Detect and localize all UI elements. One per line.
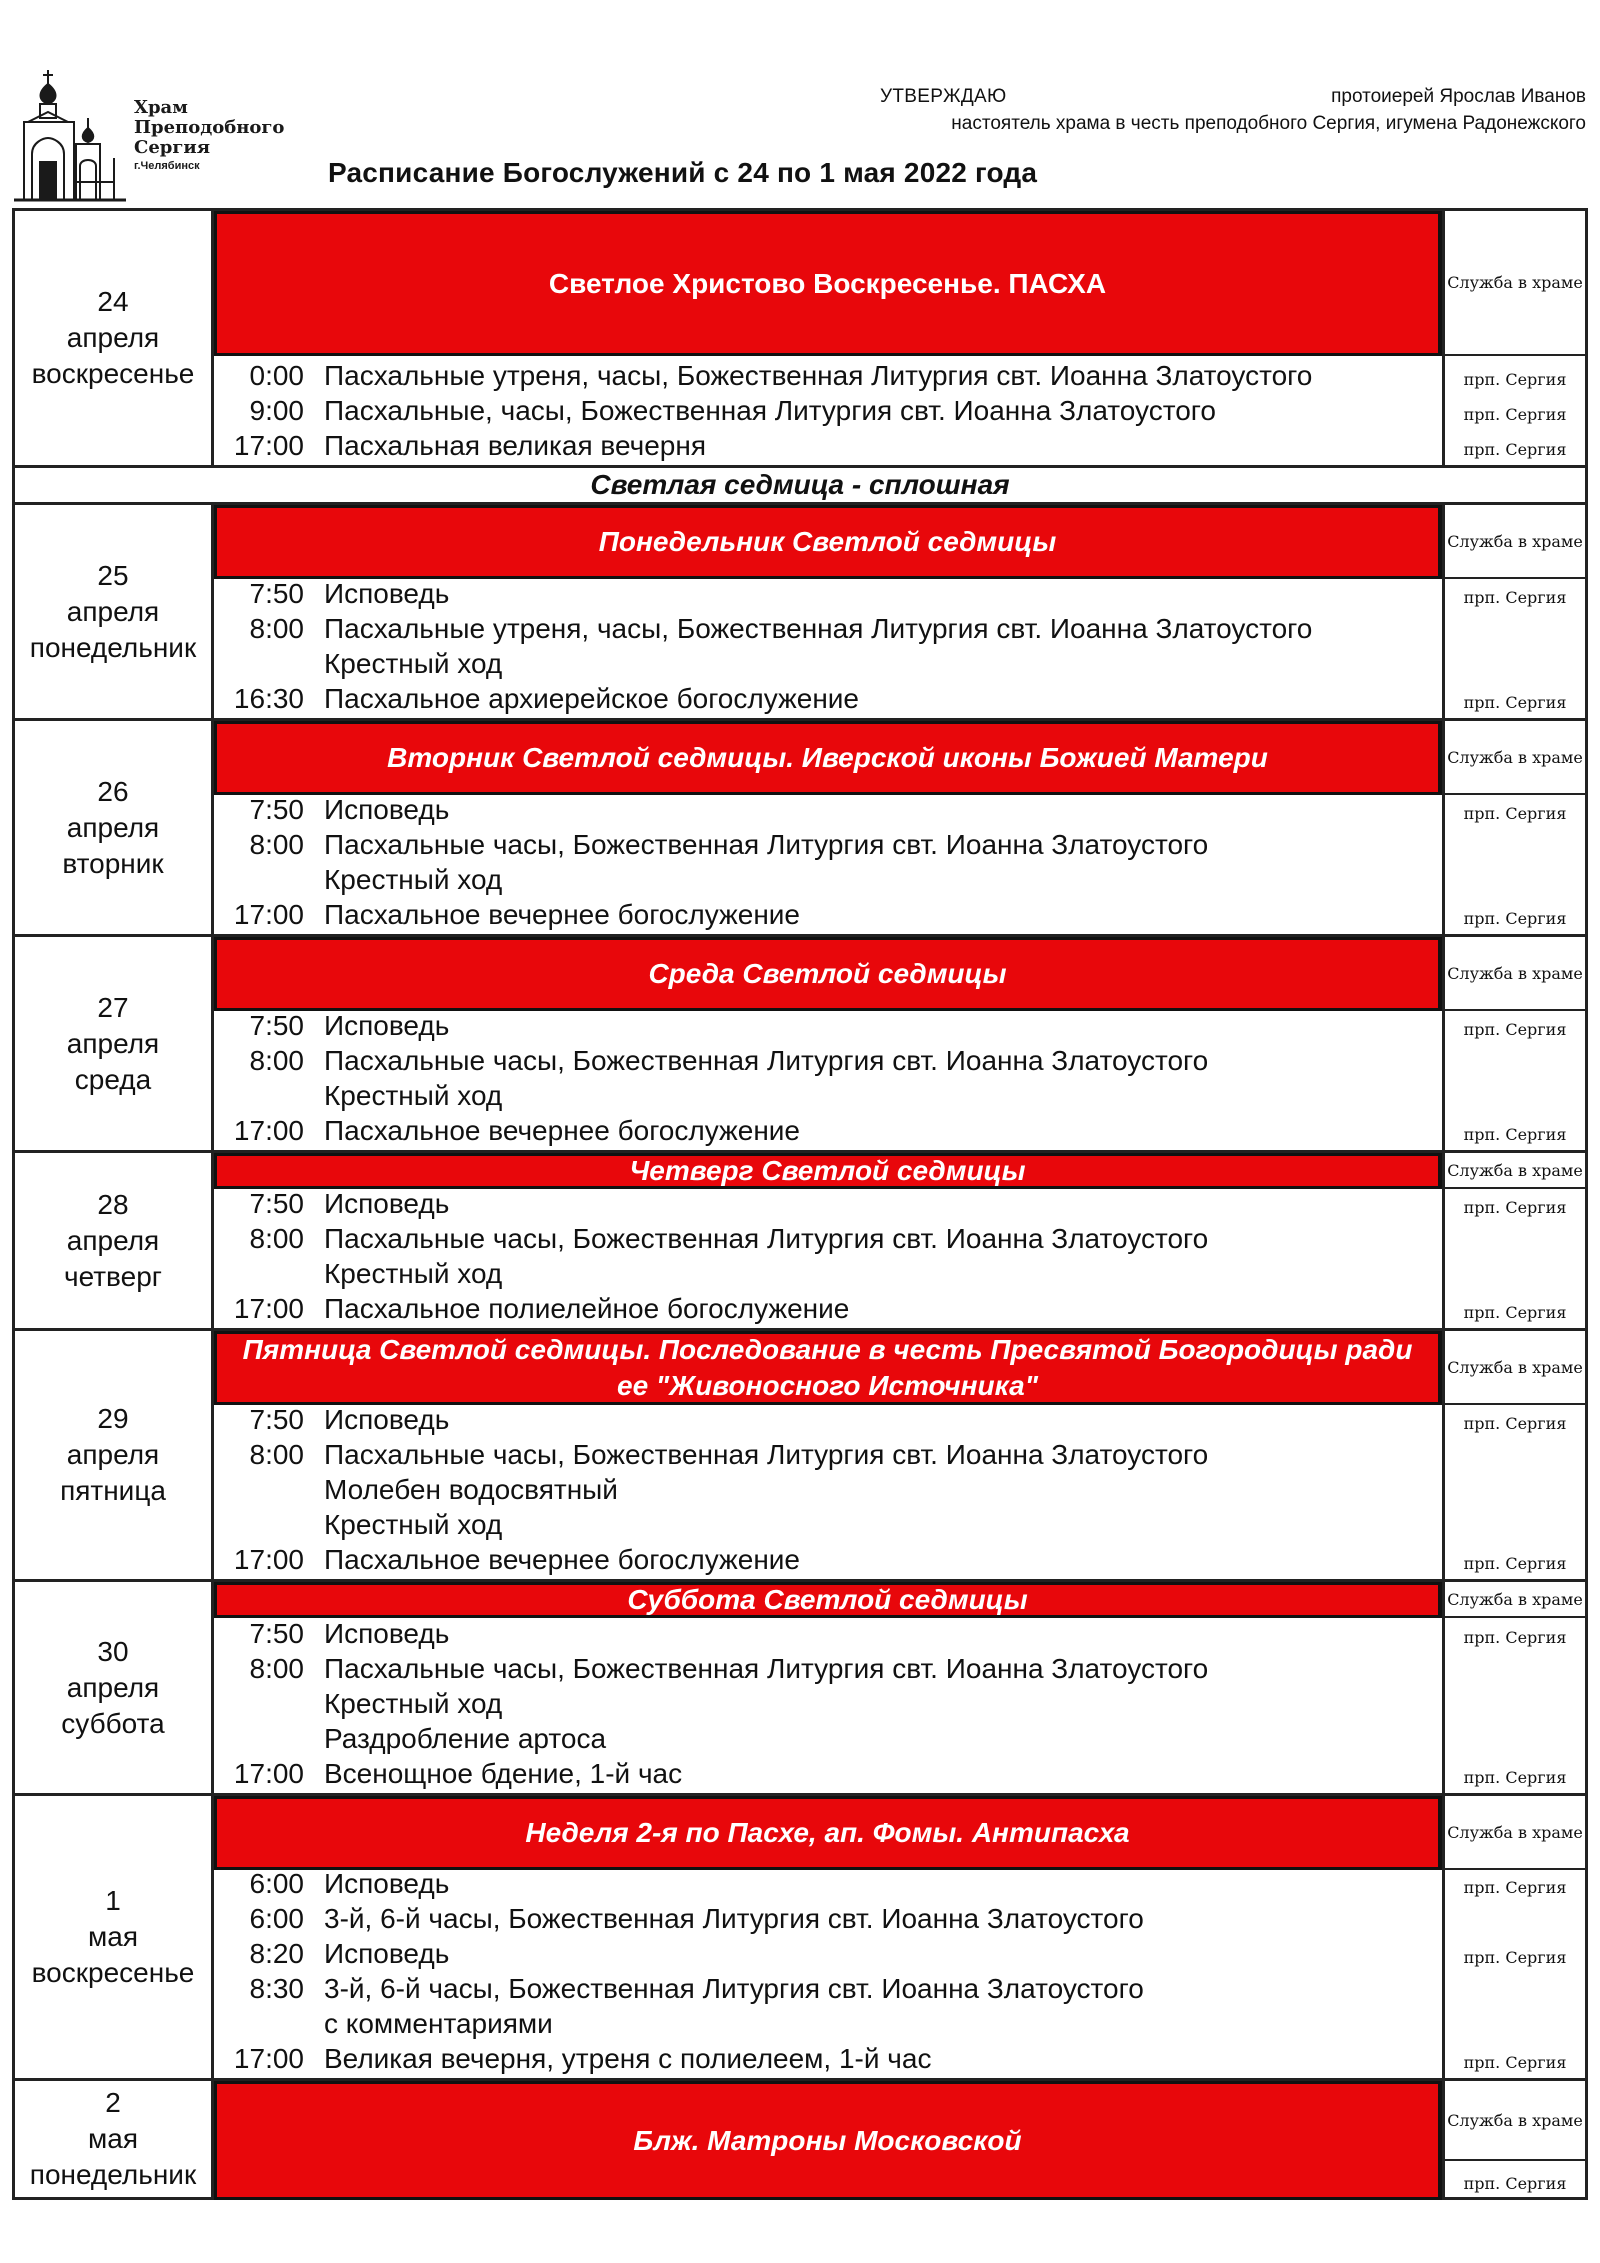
day-main bbox=[214, 1331, 1442, 1579]
service-description: Исповедь bbox=[324, 1188, 450, 1219]
service-time: 7:50 bbox=[249, 1404, 304, 1435]
service-time bbox=[214, 1507, 324, 1542]
page-title: Расписание Богослужений с 24 по 1 мая 2022 года bbox=[328, 157, 1038, 188]
service-description: 3-й, 6-й часы, Божественная Литургия свт. Иоанна Златоустого bbox=[324, 1973, 1144, 2004]
church-icon bbox=[14, 62, 134, 202]
service-description: Исповедь bbox=[324, 1404, 450, 1435]
feast-title: Понедельник Светлой седмицы bbox=[598, 526, 1057, 557]
service-time: 17:00 bbox=[233, 2043, 304, 2074]
day-number: 27 bbox=[97, 991, 129, 1023]
service-time: 7:50 bbox=[249, 578, 304, 609]
temple-column bbox=[1442, 937, 1585, 1150]
day-block bbox=[12, 1150, 1588, 1328]
service-time: 6:00 bbox=[249, 1868, 304, 1899]
temple-column bbox=[1442, 211, 1585, 465]
service-time: 8:00 bbox=[249, 829, 304, 860]
temple-name-label: прп. Сергия bbox=[1463, 588, 1567, 607]
service-description: Исповедь bbox=[324, 578, 450, 609]
day-main bbox=[214, 937, 1442, 1150]
service-row bbox=[214, 1971, 1442, 2006]
service-description: Исповедь bbox=[324, 1938, 450, 1969]
service-row bbox=[214, 1901, 1442, 1936]
feast-title: Блж. Матроны Московской bbox=[633, 2124, 1022, 2156]
service-row bbox=[214, 1866, 1442, 1901]
service-description: Пасхальное вечернее богослужение bbox=[324, 1115, 800, 1146]
logo-title: Храм Преподобного Сергия bbox=[134, 97, 285, 158]
service-description: Молебен водосвятный bbox=[324, 1474, 618, 1505]
service-time: 16:30 bbox=[233, 683, 304, 714]
day-block bbox=[12, 208, 1588, 465]
service-time: 17:00 bbox=[233, 899, 304, 930]
service-list bbox=[214, 358, 1442, 463]
service-in-temple-label: Служба в храме bbox=[1445, 1331, 1585, 1405]
service-description: Пасхальные часы, Божественная Литургия свт. Иоанна Златоустого bbox=[324, 829, 1209, 860]
service-in-temple-label: Служба в храме bbox=[1445, 211, 1585, 356]
logo-city: г.Челябинск bbox=[134, 160, 200, 172]
feast-banner bbox=[214, 1331, 1442, 1405]
day-date bbox=[15, 211, 214, 465]
day-date bbox=[15, 1582, 214, 1793]
day-block bbox=[12, 2078, 1588, 2200]
service-description: Исповедь bbox=[324, 794, 450, 825]
service-description: Пасхальное архиерейское богослужение bbox=[324, 683, 859, 714]
service-time: 8:00 bbox=[249, 1045, 304, 1076]
priest-name: протоиерей Ярослав Иванов bbox=[1331, 86, 1586, 107]
day-date bbox=[15, 1331, 214, 1579]
service-list bbox=[214, 1008, 1442, 1148]
service-in-temple-label: Служба в храме bbox=[1445, 505, 1585, 579]
day-month: апреля bbox=[66, 1439, 160, 1470]
service-row bbox=[214, 1043, 1442, 1078]
service-time: 17:00 bbox=[233, 1115, 304, 1146]
temple-column bbox=[1442, 1796, 1585, 2078]
service-time: 0:00 bbox=[249, 360, 304, 391]
service-time bbox=[214, 1721, 324, 1756]
service-in-temple-label: Служба в храме bbox=[1445, 937, 1585, 1011]
day-month: апреля bbox=[66, 811, 160, 843]
service-row bbox=[214, 428, 1442, 463]
service-description: Пасхальное вечернее богослужение bbox=[324, 899, 800, 930]
temple-column bbox=[1442, 1153, 1585, 1328]
service-in-temple-label: Служба в храме bbox=[1445, 1153, 1585, 1189]
temple-name-label: прп. Сергия bbox=[1463, 1020, 1567, 1039]
day-weekday: четверг bbox=[64, 1260, 162, 1292]
service-list bbox=[214, 792, 1442, 932]
service-description: Пасхальные утреня, часы, Божественная Литургия свт. Иоанна Златоустого bbox=[324, 360, 1313, 391]
day-weekday: воскресенье bbox=[31, 358, 195, 389]
service-time: 6:00 bbox=[249, 1903, 304, 1934]
day-block bbox=[12, 934, 1588, 1150]
service-in-temple-label: Служба в храме bbox=[1445, 1796, 1585, 1870]
feast-banner bbox=[214, 937, 1442, 1011]
feast-title: Светлое Христово Воскресенье. ПАСХА bbox=[548, 267, 1107, 299]
service-description: Пасхальная великая вечерня bbox=[324, 430, 706, 461]
day-number: 2 bbox=[105, 2087, 121, 2118]
day-main bbox=[214, 1582, 1442, 1793]
church-logo bbox=[14, 62, 314, 202]
service-row bbox=[214, 1113, 1442, 1148]
service-list bbox=[214, 1186, 1442, 1326]
service-row bbox=[214, 393, 1442, 428]
day-number: 25 bbox=[97, 559, 129, 591]
day-month: апреля bbox=[66, 1027, 160, 1059]
service-row bbox=[214, 1936, 1442, 1971]
service-time: 7:50 bbox=[249, 1188, 304, 1219]
service-time: 8:00 bbox=[249, 613, 304, 644]
feast-banner bbox=[214, 1153, 1442, 1189]
feast-banner bbox=[214, 721, 1442, 795]
feast-title: Четверг Светлой седмицы bbox=[629, 1155, 1026, 1186]
service-row bbox=[214, 1616, 1442, 1651]
day-month: апреля bbox=[66, 1671, 160, 1703]
service-time bbox=[214, 1686, 324, 1721]
service-row bbox=[214, 1186, 1442, 1221]
service-description: 3-й, 6-й часы, Божественная Литургия свт. Иоанна Златоустого bbox=[324, 1903, 1144, 1934]
service-time: 8:00 bbox=[249, 1653, 304, 1684]
temple-name-label: прп. Сергия bbox=[1463, 405, 1567, 424]
day-month: апреля bbox=[66, 322, 160, 353]
service-row bbox=[214, 792, 1442, 827]
day-date bbox=[15, 2081, 214, 2197]
service-description: Крестный ход bbox=[324, 648, 503, 679]
service-row bbox=[214, 1686, 1442, 1721]
feast-banner bbox=[214, 1582, 1442, 1618]
temple-column bbox=[1442, 721, 1585, 934]
approval-label: УТВЕРЖДАЮ bbox=[880, 86, 1007, 107]
temple-name-label: прп. Сергия bbox=[1463, 693, 1567, 712]
day-main bbox=[214, 505, 1442, 718]
day-block bbox=[12, 718, 1588, 934]
temple-name-label: прп. Сергия bbox=[1463, 804, 1567, 823]
service-time: 7:50 bbox=[249, 794, 304, 825]
temple-name-label: прп. Сергия bbox=[1463, 440, 1567, 459]
service-time bbox=[214, 2006, 324, 2041]
temple-name-label: прп. Сергия bbox=[1463, 1628, 1567, 1647]
day-number: 1 bbox=[105, 1885, 121, 1916]
temple-name-label: прп. Сергия bbox=[1463, 1414, 1567, 1433]
day-main bbox=[214, 2081, 1442, 2197]
service-time: 8:00 bbox=[249, 1439, 304, 1470]
day-number: 30 bbox=[97, 1635, 129, 1667]
temple-name-label: прп. Сергия bbox=[1463, 1125, 1567, 1144]
service-row bbox=[214, 358, 1442, 393]
feast-title: Суббота Светлой седмицы bbox=[627, 1584, 1028, 1615]
day-block bbox=[12, 1328, 1588, 1579]
service-row bbox=[214, 1256, 1442, 1291]
service-row bbox=[214, 862, 1442, 897]
temple-column bbox=[1442, 1582, 1585, 1793]
service-in-temple-label: Служба в храме bbox=[1445, 721, 1585, 795]
day-weekday: понедельник bbox=[29, 631, 197, 663]
feast-banner bbox=[214, 211, 1442, 356]
service-time: 8:30 bbox=[249, 1973, 304, 2004]
service-time: 17:00 bbox=[233, 1758, 304, 1789]
service-row bbox=[214, 646, 1442, 681]
day-date bbox=[15, 1796, 214, 2078]
temple-name-label: прп. Сергия bbox=[1463, 2174, 1567, 2193]
service-time: 7:50 bbox=[249, 1010, 304, 1041]
feast-title: Среда Светлой седмицы bbox=[648, 958, 1007, 989]
service-description: Крестный ход bbox=[324, 864, 503, 895]
temple-name-label: прп. Сергия bbox=[1463, 1303, 1567, 1322]
day-weekday: воскресенье bbox=[31, 1957, 195, 1988]
temple-name-label: прп. Сергия bbox=[1463, 2053, 1567, 2072]
service-description: Исповедь bbox=[324, 1868, 450, 1899]
day-month: мая bbox=[88, 1921, 138, 1952]
temple-column bbox=[1442, 2081, 1585, 2197]
day-main bbox=[214, 1153, 1442, 1328]
day-weekday: суббота bbox=[61, 1707, 165, 1739]
service-time: 8:00 bbox=[249, 1223, 304, 1254]
day-month: апреля bbox=[66, 1224, 160, 1256]
service-time bbox=[214, 1472, 324, 1507]
service-row bbox=[214, 1756, 1442, 1791]
service-description: Крестный ход bbox=[324, 1080, 503, 1111]
service-time: 9:00 bbox=[249, 395, 304, 426]
temple-column bbox=[1442, 1331, 1585, 1579]
service-row bbox=[214, 1542, 1442, 1577]
day-block bbox=[12, 1793, 1588, 2078]
service-time: 8:20 bbox=[249, 1938, 304, 1969]
service-row bbox=[214, 1507, 1442, 1542]
temple-name-label: прп. Сергия bbox=[1463, 909, 1567, 928]
service-description: Пасхальные, часы, Божественная Литургия свт. Иоанна Златоустого bbox=[324, 395, 1216, 426]
day-main bbox=[214, 211, 1442, 465]
rector-title: настоятель храма в честь преподобного Сергия, игумена Радонежского bbox=[951, 113, 1586, 134]
feast-title: Пятница Светлой седмицы. Последование в честь Пресвятой Богородицы ради ее "Живоносного Источника" bbox=[242, 1334, 1413, 1401]
service-in-temple-label: Служба в храме bbox=[1445, 2081, 1585, 2161]
day-date bbox=[15, 937, 214, 1150]
feast-title: Вторник Светлой седмицы. Иверской иконы Божией Матери bbox=[387, 742, 1268, 773]
service-row bbox=[214, 1221, 1442, 1256]
day-weekday: среда bbox=[74, 1063, 152, 1095]
service-time bbox=[214, 1078, 324, 1113]
temple-name-label: прп. Сергия bbox=[1463, 1554, 1567, 1573]
day-number: 24 bbox=[97, 286, 129, 317]
temple-name-label: прп. Сергия bbox=[1463, 1768, 1567, 1787]
service-row bbox=[214, 1721, 1442, 1756]
service-description: Крестный ход bbox=[324, 1258, 503, 1289]
service-time bbox=[214, 862, 324, 897]
service-description: Пасхальное вечернее богослужение bbox=[324, 1544, 800, 1575]
service-description: Крестный ход bbox=[324, 1509, 503, 1540]
day-month: мая bbox=[88, 2123, 138, 2154]
feast-banner bbox=[214, 505, 1442, 579]
service-description: Пасхальное полиелейное богослужение bbox=[324, 1293, 850, 1324]
service-description: Пасхальные часы, Божественная Литургия свт. Иоанна Златоустого bbox=[324, 1439, 1209, 1470]
service-row bbox=[214, 576, 1442, 611]
day-block bbox=[12, 502, 1588, 718]
temple-name-label: прп. Сергия bbox=[1463, 1948, 1567, 1967]
service-description: Пасхальные часы, Божественная Литургия свт. Иоанна Златоустого bbox=[324, 1045, 1209, 1076]
service-in-temple-label: Служба в храме bbox=[1445, 1582, 1585, 1618]
service-description: Исповедь bbox=[324, 1618, 450, 1649]
day-weekday: вторник bbox=[62, 847, 164, 879]
day-month: апреля bbox=[66, 595, 160, 627]
service-description: с комментариями bbox=[324, 2008, 553, 2039]
schedule-table bbox=[12, 208, 1588, 2197]
day-main bbox=[214, 1796, 1442, 2078]
service-description: Пасхальные утреня, часы, Божественная Литургия свт. Иоанна Златоустого bbox=[324, 613, 1313, 644]
service-row bbox=[214, 2006, 1442, 2041]
service-description: Исповедь bbox=[324, 1010, 450, 1041]
feast-title: Неделя 2-я по Пасхе, ап. Фомы. Антипасха bbox=[525, 1817, 1130, 1848]
feast-banner bbox=[214, 1796, 1442, 1870]
week-band: Светлая седмица - сплошная bbox=[12, 465, 1588, 502]
service-row bbox=[214, 1472, 1442, 1507]
day-weekday: понедельник bbox=[29, 2159, 197, 2190]
service-list bbox=[214, 1866, 1442, 2076]
service-description: Раздробление артоса bbox=[324, 1723, 607, 1754]
service-time: 7:50 bbox=[249, 1618, 304, 1649]
day-number: 29 bbox=[97, 1403, 129, 1434]
day-date bbox=[15, 721, 214, 934]
service-row bbox=[214, 897, 1442, 932]
service-row bbox=[214, 1437, 1442, 1472]
temple-column bbox=[1442, 505, 1585, 718]
day-block bbox=[12, 1579, 1588, 1793]
service-description: Крестный ход bbox=[324, 1688, 503, 1719]
temple-name-label: прп. Сергия bbox=[1463, 1878, 1567, 1897]
service-row bbox=[214, 681, 1442, 716]
service-description: Пасхальные часы, Божественная Литургия свт. Иоанна Златоустого bbox=[324, 1223, 1209, 1254]
service-row bbox=[214, 1008, 1442, 1043]
service-time bbox=[214, 1256, 324, 1291]
service-time: 17:00 bbox=[233, 1293, 304, 1324]
service-description: Всенощное бдение, 1-й час bbox=[324, 1758, 683, 1789]
service-list bbox=[214, 1616, 1442, 1791]
day-main bbox=[214, 721, 1442, 934]
service-description: Великая вечерня, утреня с полиелеем, 1-й час bbox=[324, 2043, 932, 2074]
feast-banner bbox=[214, 2081, 1442, 2200]
service-row bbox=[214, 611, 1442, 646]
temple-name-label: прп. Сергия bbox=[1463, 370, 1567, 389]
service-row bbox=[214, 1291, 1442, 1326]
day-number: 28 bbox=[97, 1188, 129, 1220]
service-time: 17:00 bbox=[233, 430, 304, 461]
temple-name-label: прп. Сергия bbox=[1463, 1198, 1567, 1217]
service-time: 17:00 bbox=[233, 1544, 304, 1575]
service-row bbox=[214, 1651, 1442, 1686]
service-row bbox=[214, 827, 1442, 862]
day-date bbox=[15, 1153, 214, 1328]
service-row bbox=[214, 2041, 1442, 2076]
service-list bbox=[214, 1402, 1442, 1577]
service-list bbox=[214, 576, 1442, 716]
service-time bbox=[214, 646, 324, 681]
service-row bbox=[214, 1078, 1442, 1113]
service-row bbox=[214, 1402, 1442, 1437]
day-date bbox=[15, 505, 214, 718]
service-description: Пасхальные часы, Божественная Литургия свт. Иоанна Златоустого bbox=[324, 1653, 1209, 1684]
day-number: 26 bbox=[97, 775, 129, 807]
day-weekday: пятница bbox=[60, 1475, 166, 1506]
